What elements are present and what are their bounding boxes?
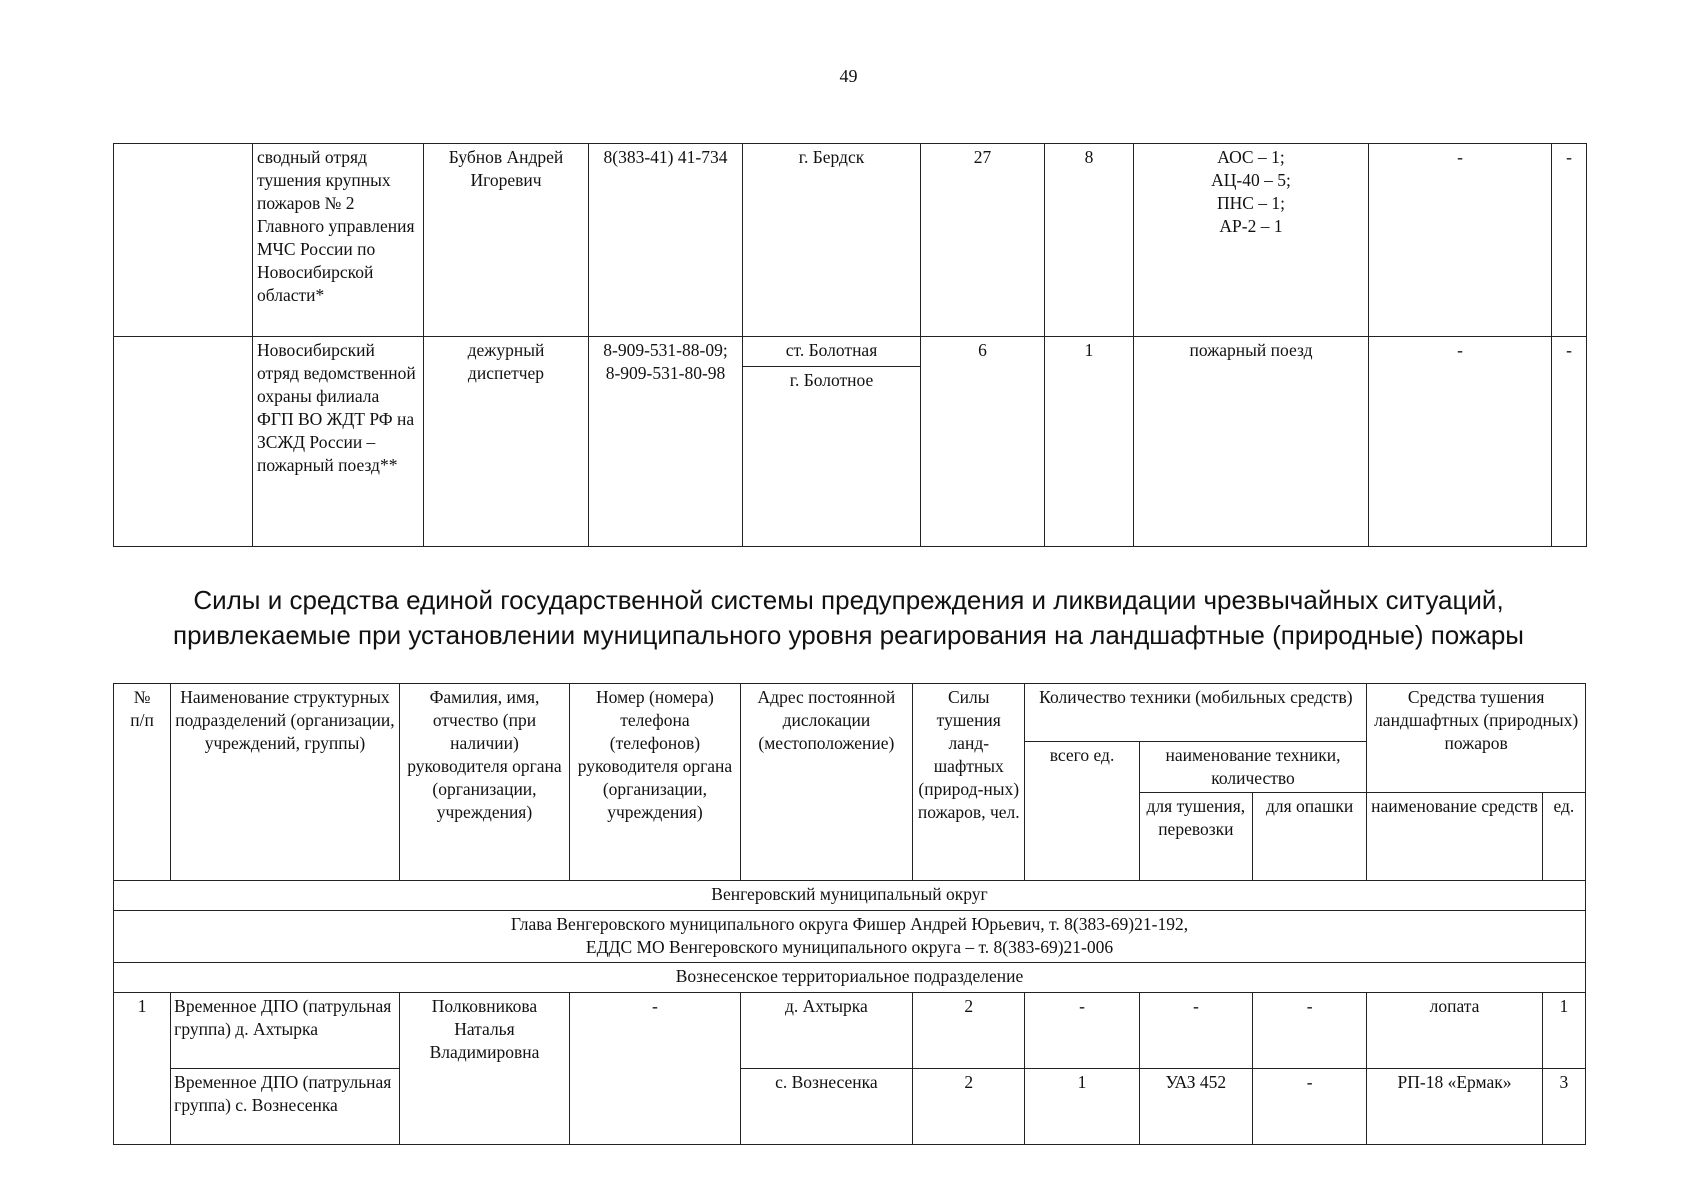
total-units: 1 bbox=[1045, 337, 1134, 547]
means-name: РП-18 «Ермак» bbox=[1367, 1069, 1542, 1145]
subdivision-name: Вознесенское территориальное подразделение bbox=[114, 963, 1586, 993]
location: г. Бердск bbox=[743, 144, 921, 337]
forces: 6 bbox=[921, 337, 1045, 547]
forces: 27 bbox=[921, 144, 1045, 337]
district-contacts: Глава Венгеровского муниципального округа Фишер Андрей Юрьевич, т. 8(383-69)21-192, ЕДДС МО Венгеровского муниципального округа – т. 8(383-69)21-006 bbox=[114, 911, 1586, 963]
tech-total: - bbox=[1025, 993, 1139, 1069]
unit-name: Новосибирский отряд ведомственной охраны филиала ФГП ВО ЖДТ РФ на ЗСЖД России – пожарный поезд** bbox=[253, 337, 424, 547]
tech-fire: - bbox=[1139, 993, 1252, 1069]
table-row bbox=[114, 993, 1586, 1069]
forces: 2 bbox=[913, 1069, 1025, 1145]
page-number: 49 bbox=[839, 66, 858, 86]
header-tech-group: Количество техники (мобильных средств) bbox=[1025, 684, 1367, 742]
equipment: АОС – 1; АЦ-40 – 5; ПНС – 1; АР-2 – 1 bbox=[1134, 144, 1369, 337]
header-row bbox=[114, 684, 1586, 742]
unit-name: Временное ДПО (патрульная группа) д. Ахтырка bbox=[171, 993, 400, 1069]
header-phone: Номер (номера) телефона (телефонов) руководителя органа (организации, учреждения) bbox=[570, 684, 740, 881]
header-means-group: Средства тушения ландшафтных (природных) пожаров bbox=[1367, 684, 1586, 793]
table-row bbox=[114, 144, 1587, 337]
phone: 8(383-41) 41-734 bbox=[589, 144, 743, 337]
district-name: Венгеровский муниципальный округ bbox=[114, 881, 1586, 911]
unit-name: сводный отряд тушения крупных пожаров № 2 Главного управления МЧС России по Новосибирской области* bbox=[253, 144, 424, 337]
tech-plow: - bbox=[1253, 993, 1367, 1069]
table-cell-num bbox=[114, 337, 253, 547]
tech-plow: - bbox=[1253, 1069, 1367, 1145]
phone: 8-909-531-88-09; 8-909-531-80-98 bbox=[589, 337, 743, 547]
means: - bbox=[1369, 337, 1552, 547]
unit-name: Временное ДПО (патрульная группа) с. Вознесенка bbox=[171, 1069, 400, 1145]
header-address: Адрес постоянной дислокации (местоположение) bbox=[740, 684, 912, 881]
location: ст. Болотная bbox=[743, 337, 921, 367]
means-units: 3 bbox=[1542, 1069, 1585, 1145]
header-tech-names: наименование техники, количество bbox=[1139, 742, 1367, 793]
head-name: Бубнов Андрей Игоревич bbox=[424, 144, 589, 337]
header-means-units: ед. bbox=[1542, 793, 1585, 881]
header-head: Фамилия, имя, отчество (при наличии) руководителя органа (организации, учреждения) bbox=[399, 684, 569, 881]
table-row bbox=[114, 1069, 1586, 1145]
total-units: 8 bbox=[1045, 144, 1134, 337]
tech-total: 1 bbox=[1025, 1069, 1139, 1145]
header-tech-fire: для тушения, перевозки bbox=[1139, 793, 1252, 881]
units: - bbox=[1552, 144, 1587, 337]
tech-fire: УАЗ 452 bbox=[1139, 1069, 1252, 1145]
section-row bbox=[114, 881, 1586, 911]
units: - bbox=[1552, 337, 1587, 547]
section-title-line-2: привлекаемые при установлении муниципального уровня реагирования на ландшафтные (природные) пожары bbox=[173, 620, 1524, 650]
table-cell-num bbox=[114, 144, 253, 337]
section-title bbox=[0, 583, 1697, 653]
header-name: Наименование структурных подразделений (организации, учреждений, группы) bbox=[171, 684, 400, 881]
header-tech-plow: для опашки bbox=[1253, 793, 1367, 881]
equipment: пожарный поезд bbox=[1134, 337, 1369, 547]
means-units: 1 bbox=[1542, 993, 1585, 1069]
section-row bbox=[114, 911, 1586, 963]
section-row bbox=[114, 963, 1586, 993]
table-row bbox=[114, 337, 1587, 367]
forces-table bbox=[113, 683, 1586, 1145]
forces: 2 bbox=[913, 993, 1025, 1069]
header-tech-total: всего ед. bbox=[1025, 742, 1139, 881]
section-title-line-1: Силы и средства единой государственной системы предупреждения и ликвидации чрезвычайных ситуаций, bbox=[193, 585, 1504, 615]
head-name: Полковникова Наталья Владимировна bbox=[399, 993, 569, 1145]
continuation-table bbox=[113, 143, 1587, 547]
row-num: 1 bbox=[114, 993, 171, 1145]
location: г. Болотное bbox=[743, 367, 921, 547]
address: д. Ахтырка bbox=[740, 993, 912, 1069]
phone: - bbox=[570, 993, 740, 1145]
head-name: дежурный диспетчер bbox=[424, 337, 589, 547]
address: с. Вознесенка bbox=[740, 1069, 912, 1145]
means-name: лопата bbox=[1367, 993, 1542, 1069]
header-num: № п/п bbox=[114, 684, 171, 881]
header-means-name: наименование средств bbox=[1367, 793, 1542, 881]
header-forces: Силы тушения ланд-шафтных (природ-ных) пожаров, чел. bbox=[913, 684, 1025, 881]
means: - bbox=[1369, 144, 1552, 337]
